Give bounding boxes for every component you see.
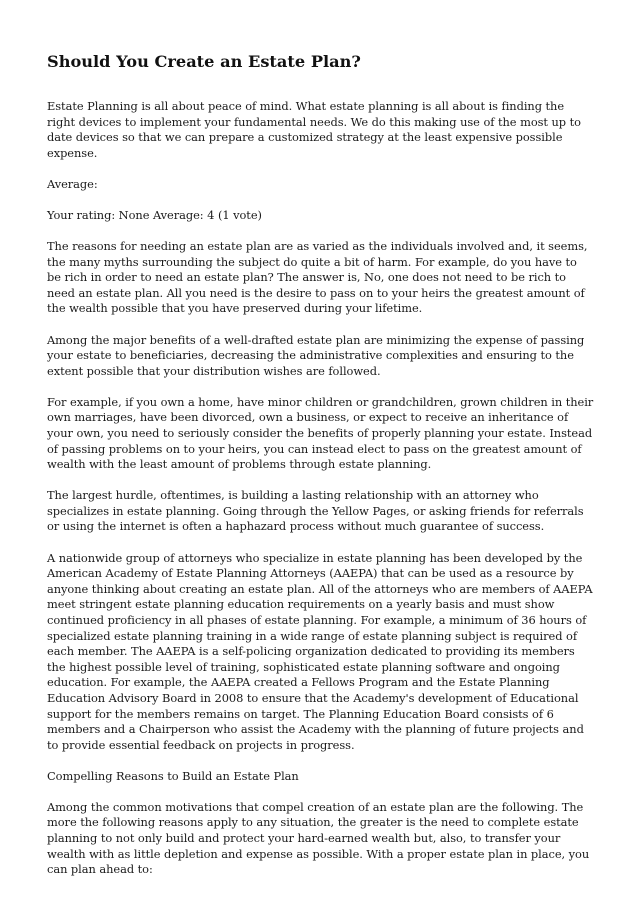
paragraph-examples: For example, if you own a home, have minor children or grandchildren, grown children in their own marriages, have been divorced, own a business, or expect to receive an inheritance of your own, you need to seriously consider the benefits of properly planning your estate. Instead of passing problems on to your heirs, you can instead elect to pass on the greatest amount of wealth with the least amount of problems through estate planning.	[47, 394, 594, 472]
paragraph-benefits: Among the major benefits of a well-drafted estate plan are minimizing the expense of passing your estate to beneficiaries, decreasing the administrative complexities and ensuring to the extent possible that your distribution wishes are followed.	[47, 332, 585, 378]
average-label: Average:	[47, 176, 98, 191]
paragraph-reasons: The reasons for needing an estate plan are as varied as the individuals involved and, it seems, the many myths surrounding the subject do quite a bit of harm. For example, do you have to be rich in order to need an estate plan? The answer is, No, one does not need to be rich to need an estate plan. All you need is the desire to pass on to your heirs the greatest amount of the wealth possible that you have preserved during your lifetime.	[47, 239, 588, 316]
paragraph-motivations: Among the common motivations that compel creation of an estate plan are the following. The more the following reasons apply to any situation, the greater is the need to complete estate planning to not only build and protect your hard-earned wealth but, also, to transfer your wealth with as little depletion and expense as possible. With a proper estate plan in place, you can plan ahead to:	[47, 799, 590, 877]
rating-text: Your rating: None Average: 4 (1 vote)	[47, 207, 262, 222]
document-title: Should You Create an Estate Plan?	[47, 52, 361, 71]
paragraph-hurdle: The largest hurdle, oftentimes, is building a lasting relationship with an attorney who specializes in estate planning. Going through the Yellow Pages, or asking friends for referrals or using the internet is often a haphazard process without much guarantee of success.	[47, 488, 584, 534]
paragraph-aaepa: A nationwide group of attorneys who specialize in estate planning has been developed by the American Academy of Estate Planning Attorneys (AAEPA) that can be used as a resource by anyone thinking about creating an estate plan. All of the attorneys who are members of AAEPA meet stringent estate planning education requirements on a yearly basis and must show continued proficiency in all phases of estate planning. For example, a minimum of 36 hours of specialized estate planning training in a wide range of estate planning subject is required of each member. The AAEPA is a self-policing organization dedicated to providing its members the highest possible level of training, sophisticated estate planning software and ongoing education. For example, the AAEPA created a Fellows Program and the Estate Planning Education Advisory Board in 2008 to ensure that the Academy's development of Educational support for the members remains on target. The Planning Education Board consists of 6 members and a Chairperson who assist the Academy with the planning of future projects and to provide essential feedback on projects in progress.	[47, 550, 593, 752]
section-heading-compelling-reasons: Compelling Reasons to Build an Estate Plan	[47, 768, 299, 783]
paragraph-intro: Estate Planning is all about peace of mind. What estate planning is all about is finding the right devices to implement your fundamental needs. We do this making use of the most up to date devices so that we can prepare a customized strategy at the least expensive possible expense.	[47, 99, 581, 160]
